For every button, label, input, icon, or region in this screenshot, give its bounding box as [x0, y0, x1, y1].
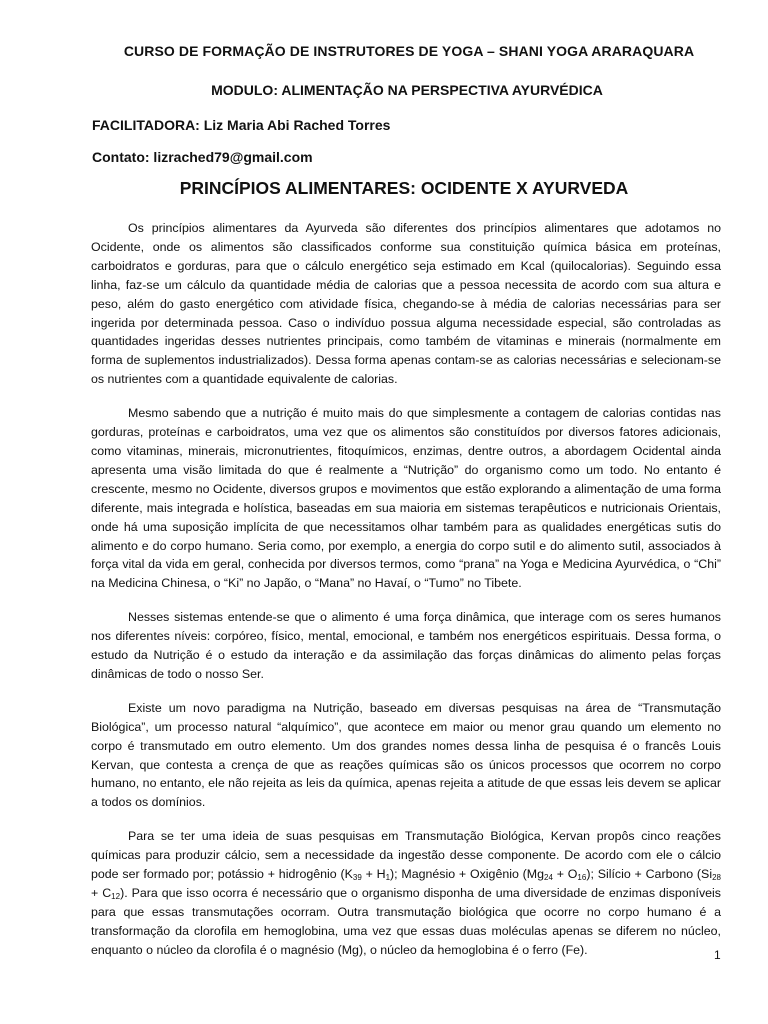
p5-rest: ). Para que isso ocorra é necessário que o organismo disponha de uma diversidade de enzimas disponíveis para que essas transmutações ocorram. Outra transmutação biológica que ocorre no corpo humano é a transformação da clorofila em hemoglobina, uma vez que essas duas moléculas apenas se diferem no núcleo, enquanto o núcleo da clorofila é o magnésio (Mg), o núcleo da hemoglobina é o ferro (Fe).	[91, 886, 721, 957]
p5-si-text: ); Silício + Carbono (Si	[586, 867, 713, 882]
k-subscript: 39	[352, 873, 362, 883]
paragraph-1: Os princípios alimentares da Ayurveda são diferentes dos princípios alimentares que adotamos no Ocidente, onde os alimentos são classificados conforme sua constituição química básica em proteínas, carboidratos e gorduras, para que o cálculo energético seja estimado em Kcal (quilocalorias). Seguindo essa linha, faz-se um cálculo da quantidade média de calorias que a pessoa necessita de acordo com sua altura e peso, além do gasto energético com atividade física, chegando-se à média de calorias necessárias para ser ingerida por determinada pessoa. Caso o indivíduo possua alguma necessidade especial, são controladas as quantidades ingeridas desses nutrientes principais, como também de vitaminas e minerais (normalmente em forma de suplementos industrializados). Dessa forma apenas contam-se as calorias necessárias e selecionam-se os nutrientes com a quantidade equivalente de calorias.	[91, 221, 721, 387]
facilitator-line: FACILITADORA: Liz Maria Abi Rached Torres	[92, 117, 391, 133]
paragraph-3: Nesses sistemas entende-se que o alimento é uma força dinâmica, que interage com os seres humanos nos diferentes níveis: corpóreo, físico, mental, emocional, e também nos energéticos espirituais. Dessa forma, o estudo da Nutrição é o estudo da interação e da assimilação das forças dinâmicas do alimento pelas forças dinâmicas de todo o nosso Ser.	[91, 610, 721, 681]
p5-mg-text: ); Magnésio + Oxigênio (Mg	[390, 867, 545, 882]
c-subscript: 12	[111, 892, 121, 901]
course-title: CURSO DE FORMAÇÃO DE INSTRUTORES DE YOGA – SHANI YOGA ARARAQUARA	[123, 43, 695, 59]
p5-k-plus: + H	[361, 867, 386, 882]
document-body	[91, 219, 721, 975]
contact-line: Contato: lizrached79@gmail.com	[92, 149, 313, 165]
module-title: MODULO: ALIMENTAÇÃO NA PERSPECTIVA AYURVÉDICA	[211, 82, 603, 98]
p5-c-plus: + C	[91, 886, 112, 900]
o-subscript: 16	[577, 873, 587, 883]
p5-o-plus: + O	[552, 867, 578, 882]
p5-intro: Para se ter uma ideia de suas pesquisas em Transmutação Biológica, Kervan propôs cinco reações químicas para produzir cálcio, sem a necessidade da ingestão desse componente. De acordo com ele o cálcio pode ser formado por; potássio + hidrogênio (K	[91, 829, 721, 882]
paragraph-5	[91, 827, 721, 959]
h-subscript: 1	[385, 873, 391, 883]
si-subscript: 28	[712, 873, 721, 883]
page-number: 1	[714, 948, 721, 962]
paragraph-2: Mesmo sabendo que a nutrição é muito mais do que simplesmente a contagem de calorias contidas nas gorduras, proteínas e carboidratos, uma vez que os alimentos são constituídos por diversos fatores adicionais, como vitaminas, minerais, micronutrientes, fitoquímicos, enzimas, dentre outros, a abordagem Ocidental ainda apresenta uma visão limitada do que é realmente a “Nutrição” do organismo como um todo. No entanto é crescente, mesmo no Ocidente, diversos grupos e movimentos que estão explorando a alimentação de uma forma diferente, mais integrada e holística, baseadas em sua maioria em sistemas terapêuticos e nutricionais Orientais, onde há uma suposição implícita de que necessitamos olhar também para as qualidades energéticas sutis do alimento e do corpo humano. Seria como, por exemplo, a energia do corpo sutil e do alimento sutil, associados à força vital da vida em geral, conhecida por diversos termos, como “prana” na Yoga e Medicina Ayurvédica, o “Chi” na Medicina Chinesa, o “Ki” no Japão, o “Mana” no Havaí, o “Tumo” no Tibete.	[91, 406, 721, 591]
page-title: PRINCÍPIOS ALIMENTARES: OCIDENTE X AYURVEDA	[179, 178, 629, 198]
mg-subscript: 24	[544, 873, 553, 883]
paragraph-4: Existe um novo paradigma na Nutrição, baseado em diversas pesquisas na área de “Transmutação Biológica”, um processo natural “alquímico”, que acontece em maior ou menor grau quando um elemento no corpo é transmutado em outro elemento. Um dos grandes nomes dessa linha de pesquisa é o francês Louis Kervan, que contesta a crença de que as reações químicas são os únicos processos que ocorrem no corpo humano, no entanto, ele não rejeita as leis da química, apenas rejeita a atitude de que essas leis devem se aplicar a todos os domínios.	[91, 700, 721, 810]
